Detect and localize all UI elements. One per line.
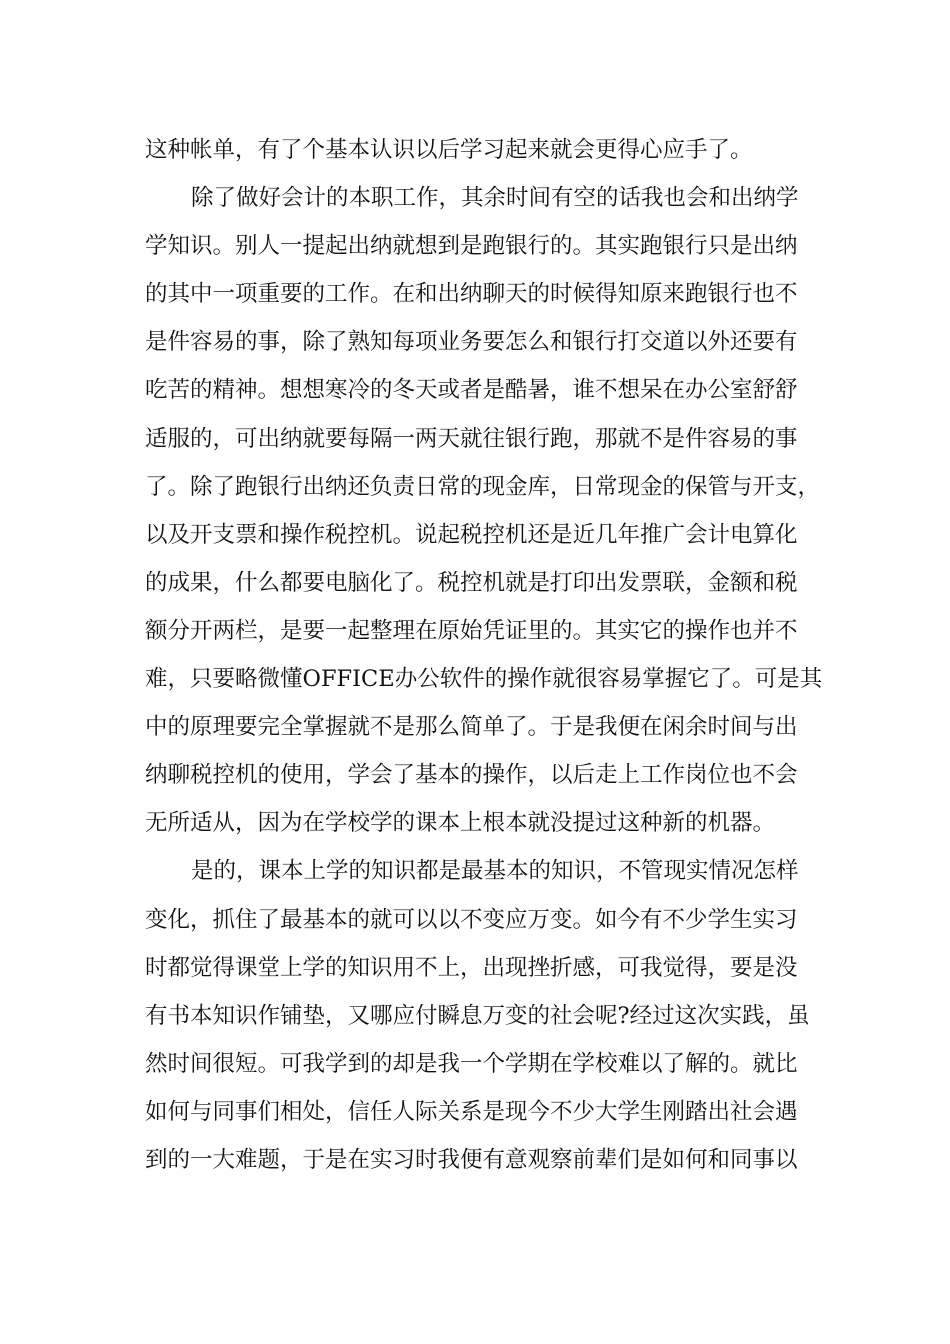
text-line: 然时间很短。可我学到的却是我一个学期在学校难以了解的。就比 xyxy=(145,1050,798,1077)
text-line: 学知识。别人一提起出纳就想到是跑银行的。其实跑银行只是出纳 xyxy=(145,233,798,260)
text-line: 是的，课本上学的知识都是最基本的知识，不管现实情况怎样 xyxy=(191,858,799,885)
text-line: 额分开两栏，是要一起整理在原始凭证里的。其实它的操作也并不 xyxy=(145,617,798,644)
paragraph-continuation xyxy=(145,126,825,174)
text-line: 无所适从，因为在学校学的课本上根本就没提过这种新的机器。 xyxy=(145,810,776,837)
text-line: 的其中一项重要的工作。在和出纳聊天的时候得知原来跑银行也不 xyxy=(145,281,798,308)
text-line: 时都觉得课堂上学的知识用不上，出现挫折感，可我觉得，要是没 xyxy=(145,954,798,981)
text-line: 以及开支票和操作税控机。说起税控机还是近几年推广会计电算化 xyxy=(145,521,798,548)
text-line: 吃苦的精神。想想寒冷的冬天或者是酷暑，谁不想呆在办公室舒舒 xyxy=(145,377,798,404)
text-line: 中的原理要完全掌握就不是那么简单了。于是我便在闲余时间与出 xyxy=(145,714,798,741)
text-line: 有书本知识作铺垫，又哪应付瞬息万变的社会呢?经过这次实践，虽 xyxy=(145,1002,810,1029)
text-line: 这种帐单，有了个基本认识以后学习起来就会更得心应手了。 xyxy=(145,137,753,163)
text-line: 适服的，可出纳就要每隔一两天就往银行跑，那就不是件容易的事 xyxy=(145,425,798,452)
text-line: 难，只要略微懂OFFICE办公软件的操作就很容易掌握它了。可是其 xyxy=(145,666,823,693)
text-line: 到的一大难题，于是在实习时我便有意观察前辈们是如何和同事以 xyxy=(145,1146,798,1173)
text-line: 了。除了跑银行出纳还负责日常的现金库，日常现金的保管与开支， xyxy=(145,473,821,500)
text-line: 除了做好会计的本职工作，其余时间有空的话我也会和出纳学 xyxy=(191,185,799,212)
text-line: 是件容易的事，除了熟知每项业务要怎么和银行打交道以外还要有 xyxy=(145,329,798,356)
text-line: 如何与同事们相处，信任人际关系是现今不少大学生刚踏出社会遇 xyxy=(145,1098,798,1125)
paragraph-cashier-work xyxy=(145,174,825,847)
text-line: 纳聊税控机的使用，学会了基本的操作，以后走上工作岗位也不会 xyxy=(145,762,798,789)
paragraph-basic-knowledge xyxy=(145,847,825,1184)
text-line: 变化，抓住了最基本的就可以以不变应万变。如今有不少学生实习 xyxy=(145,906,798,933)
body-text xyxy=(145,126,825,1184)
text-line: 的成果，什么都要电脑化了。税控机就是打印出发票联，金额和税 xyxy=(145,569,798,596)
